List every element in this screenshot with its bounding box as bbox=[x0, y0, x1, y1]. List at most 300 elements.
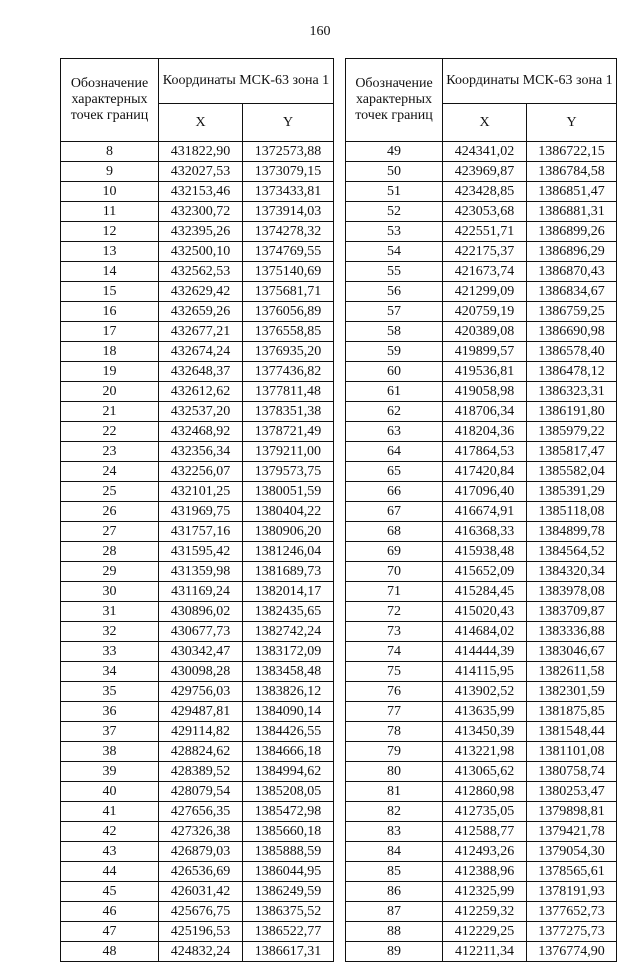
table-row bbox=[346, 702, 617, 722]
y-value: 1379054,30 bbox=[527, 842, 617, 862]
x-value: 421673,74 bbox=[443, 262, 527, 282]
header-x-label: X bbox=[443, 104, 527, 142]
x-value: 432629,42 bbox=[159, 282, 243, 302]
x-value: 432153,46 bbox=[159, 182, 243, 202]
point-number: 15 bbox=[61, 282, 159, 302]
y-value: 1375681,71 bbox=[243, 282, 334, 302]
point-number: 28 bbox=[61, 542, 159, 562]
table-row bbox=[346, 802, 617, 822]
x-value: 432101,25 bbox=[159, 482, 243, 502]
point-number: 55 bbox=[346, 262, 443, 282]
table-row bbox=[346, 222, 617, 242]
x-value: 430896,02 bbox=[159, 602, 243, 622]
point-number: 52 bbox=[346, 202, 443, 222]
table-row bbox=[61, 182, 334, 202]
point-number: 57 bbox=[346, 302, 443, 322]
table-row bbox=[61, 202, 334, 222]
y-value: 1376935,20 bbox=[243, 342, 334, 362]
x-value: 418706,34 bbox=[443, 402, 527, 422]
table-row bbox=[61, 762, 334, 782]
y-value: 1384320,34 bbox=[527, 562, 617, 582]
point-number: 85 bbox=[346, 862, 443, 882]
point-number: 48 bbox=[61, 942, 159, 962]
table-row bbox=[61, 442, 334, 462]
table-row bbox=[346, 142, 617, 162]
table-row bbox=[346, 722, 617, 742]
table-row bbox=[346, 342, 617, 362]
y-value: 1385391,29 bbox=[527, 482, 617, 502]
point-number: 29 bbox=[61, 562, 159, 582]
table-row bbox=[346, 562, 617, 582]
x-value: 412229,25 bbox=[443, 922, 527, 942]
x-value: 432468,92 bbox=[159, 422, 243, 442]
header-y-label: Y bbox=[243, 104, 334, 142]
y-value: 1375140,69 bbox=[243, 262, 334, 282]
x-value: 431169,24 bbox=[159, 582, 243, 602]
x-value: 425676,75 bbox=[159, 902, 243, 922]
point-number: 24 bbox=[61, 462, 159, 482]
table-row bbox=[61, 702, 334, 722]
y-value: 1384426,55 bbox=[243, 722, 334, 742]
coordinates-rows-left bbox=[61, 142, 334, 962]
table-row bbox=[346, 382, 617, 402]
x-value: 419899,57 bbox=[443, 342, 527, 362]
y-value: 1384090,14 bbox=[243, 702, 334, 722]
table-row bbox=[346, 662, 617, 682]
x-value: 427326,38 bbox=[159, 822, 243, 842]
point-number: 71 bbox=[346, 582, 443, 602]
table-row bbox=[61, 782, 334, 802]
y-value: 1380253,47 bbox=[527, 782, 617, 802]
point-number: 34 bbox=[61, 662, 159, 682]
y-value: 1384994,62 bbox=[243, 762, 334, 782]
x-value: 415284,45 bbox=[443, 582, 527, 602]
y-value: 1386690,98 bbox=[527, 322, 617, 342]
y-value: 1385472,98 bbox=[243, 802, 334, 822]
y-value: 1386834,67 bbox=[527, 282, 617, 302]
x-value: 431822,90 bbox=[159, 142, 243, 162]
x-value: 432677,21 bbox=[159, 322, 243, 342]
x-value: 421299,09 bbox=[443, 282, 527, 302]
y-value: 1378565,61 bbox=[527, 862, 617, 882]
y-value: 1386522,77 bbox=[243, 922, 334, 942]
table-row bbox=[61, 662, 334, 682]
point-number: 21 bbox=[61, 402, 159, 422]
point-number: 37 bbox=[61, 722, 159, 742]
y-value: 1378351,38 bbox=[243, 402, 334, 422]
table-row bbox=[61, 162, 334, 182]
point-number: 50 bbox=[346, 162, 443, 182]
y-value: 1373914,03 bbox=[243, 202, 334, 222]
point-number: 16 bbox=[61, 302, 159, 322]
point-number: 72 bbox=[346, 602, 443, 622]
point-number: 76 bbox=[346, 682, 443, 702]
table-row bbox=[346, 642, 617, 662]
page-number: 160 bbox=[309, 24, 331, 39]
y-value: 1386191,80 bbox=[527, 402, 617, 422]
point-number: 53 bbox=[346, 222, 443, 242]
coordinates-table-right bbox=[345, 58, 617, 962]
point-number: 23 bbox=[61, 442, 159, 462]
point-number: 51 bbox=[346, 182, 443, 202]
x-value: 429756,03 bbox=[159, 682, 243, 702]
point-number: 39 bbox=[61, 762, 159, 782]
point-number: 25 bbox=[61, 482, 159, 502]
point-number: 83 bbox=[346, 822, 443, 842]
point-number: 43 bbox=[61, 842, 159, 862]
point-number: 58 bbox=[346, 322, 443, 342]
point-number: 33 bbox=[61, 642, 159, 662]
point-number: 9 bbox=[61, 162, 159, 182]
x-value: 426879,03 bbox=[159, 842, 243, 862]
y-value: 1386722,15 bbox=[527, 142, 617, 162]
y-value: 1386759,25 bbox=[527, 302, 617, 322]
header-x-label: X bbox=[159, 104, 243, 142]
table-row bbox=[61, 682, 334, 702]
x-value: 431359,98 bbox=[159, 562, 243, 582]
point-number: 19 bbox=[61, 362, 159, 382]
y-value: 1382014,17 bbox=[243, 582, 334, 602]
table-row bbox=[61, 422, 334, 442]
point-number: 20 bbox=[61, 382, 159, 402]
y-value: 1373433,81 bbox=[243, 182, 334, 202]
point-number: 64 bbox=[346, 442, 443, 462]
point-number: 30 bbox=[61, 582, 159, 602]
point-number: 78 bbox=[346, 722, 443, 742]
point-number: 18 bbox=[61, 342, 159, 362]
y-value: 1380051,59 bbox=[243, 482, 334, 502]
x-value: 428079,54 bbox=[159, 782, 243, 802]
table-row bbox=[61, 902, 334, 922]
x-value: 431757,16 bbox=[159, 522, 243, 542]
y-value: 1381101,08 bbox=[527, 742, 617, 762]
x-value: 430677,73 bbox=[159, 622, 243, 642]
table-row bbox=[346, 362, 617, 382]
x-value: 414115,95 bbox=[443, 662, 527, 682]
table-row bbox=[61, 822, 334, 842]
x-value: 417096,40 bbox=[443, 482, 527, 502]
point-number: 49 bbox=[346, 142, 443, 162]
table-row bbox=[346, 162, 617, 182]
table-row bbox=[61, 482, 334, 502]
table-row bbox=[346, 302, 617, 322]
y-value: 1383826,12 bbox=[243, 682, 334, 702]
point-number: 17 bbox=[61, 322, 159, 342]
x-value: 426031,42 bbox=[159, 882, 243, 902]
x-value: 432395,26 bbox=[159, 222, 243, 242]
table-row bbox=[61, 322, 334, 342]
table-row bbox=[346, 322, 617, 342]
x-value: 420389,08 bbox=[443, 322, 527, 342]
table-row bbox=[346, 242, 617, 262]
y-value: 1382611,58 bbox=[527, 662, 617, 682]
y-value: 1386323,31 bbox=[527, 382, 617, 402]
point-number: 26 bbox=[61, 502, 159, 522]
table-row bbox=[346, 942, 617, 962]
x-value: 417420,84 bbox=[443, 462, 527, 482]
x-value: 413902,52 bbox=[443, 682, 527, 702]
table-row bbox=[61, 842, 334, 862]
x-value: 416674,91 bbox=[443, 502, 527, 522]
point-number: 60 bbox=[346, 362, 443, 382]
y-value: 1383709,87 bbox=[527, 602, 617, 622]
point-number: 22 bbox=[61, 422, 159, 442]
x-value: 415020,43 bbox=[443, 602, 527, 622]
table-row bbox=[346, 582, 617, 602]
x-value: 432500,10 bbox=[159, 242, 243, 262]
point-number: 89 bbox=[346, 942, 443, 962]
table-row bbox=[346, 482, 617, 502]
point-number: 8 bbox=[61, 142, 159, 162]
y-value: 1383046,67 bbox=[527, 642, 617, 662]
table-row bbox=[346, 542, 617, 562]
y-value: 1384899,78 bbox=[527, 522, 617, 542]
x-value: 432537,20 bbox=[159, 402, 243, 422]
x-value: 425196,53 bbox=[159, 922, 243, 942]
table-row bbox=[346, 822, 617, 842]
x-value: 412493,26 bbox=[443, 842, 527, 862]
table-row bbox=[346, 182, 617, 202]
y-value: 1372573,88 bbox=[243, 142, 334, 162]
y-value: 1386617,31 bbox=[243, 942, 334, 962]
table-row bbox=[61, 582, 334, 602]
table-row bbox=[346, 922, 617, 942]
table-row bbox=[61, 882, 334, 902]
y-value: 1386249,59 bbox=[243, 882, 334, 902]
table-row bbox=[61, 402, 334, 422]
y-value: 1386044,95 bbox=[243, 862, 334, 882]
x-value: 432648,37 bbox=[159, 362, 243, 382]
y-value: 1381548,44 bbox=[527, 722, 617, 742]
table-row bbox=[61, 622, 334, 642]
y-value: 1386870,43 bbox=[527, 262, 617, 282]
header-coords-label: Координаты МСК-63 зона 1 bbox=[159, 59, 334, 104]
table-row bbox=[346, 282, 617, 302]
table-row bbox=[61, 542, 334, 562]
point-number: 46 bbox=[61, 902, 159, 922]
table-row bbox=[346, 602, 617, 622]
table-row bbox=[346, 742, 617, 762]
x-value: 412388,96 bbox=[443, 862, 527, 882]
y-value: 1382301,59 bbox=[527, 682, 617, 702]
table-row bbox=[346, 762, 617, 782]
table-row bbox=[346, 902, 617, 922]
x-value: 422175,37 bbox=[443, 242, 527, 262]
y-value: 1377652,73 bbox=[527, 902, 617, 922]
x-value: 418204,36 bbox=[443, 422, 527, 442]
table-row bbox=[346, 682, 617, 702]
x-value: 419536,81 bbox=[443, 362, 527, 382]
table-row bbox=[61, 562, 334, 582]
point-number: 65 bbox=[346, 462, 443, 482]
y-value: 1386784,58 bbox=[527, 162, 617, 182]
header-point-label: Обозначение характерных точек границ bbox=[61, 59, 159, 142]
table-row bbox=[346, 622, 617, 642]
point-number: 74 bbox=[346, 642, 443, 662]
x-value: 412325,99 bbox=[443, 882, 527, 902]
y-value: 1381246,04 bbox=[243, 542, 334, 562]
point-number: 12 bbox=[61, 222, 159, 242]
x-value: 432659,26 bbox=[159, 302, 243, 322]
table-row bbox=[61, 522, 334, 542]
point-number: 10 bbox=[61, 182, 159, 202]
y-value: 1384564,52 bbox=[527, 542, 617, 562]
x-value: 432256,07 bbox=[159, 462, 243, 482]
table-row bbox=[61, 502, 334, 522]
y-value: 1385888,59 bbox=[243, 842, 334, 862]
x-value: 414444,39 bbox=[443, 642, 527, 662]
point-number: 32 bbox=[61, 622, 159, 642]
x-value: 426536,69 bbox=[159, 862, 243, 882]
point-number: 11 bbox=[61, 202, 159, 222]
x-value: 430098,28 bbox=[159, 662, 243, 682]
y-value: 1381875,85 bbox=[527, 702, 617, 722]
table-row bbox=[346, 422, 617, 442]
y-value: 1373079,15 bbox=[243, 162, 334, 182]
x-value: 432612,62 bbox=[159, 382, 243, 402]
point-number: 70 bbox=[346, 562, 443, 582]
table-row bbox=[346, 782, 617, 802]
y-value: 1383458,48 bbox=[243, 662, 334, 682]
point-number: 75 bbox=[346, 662, 443, 682]
table-row bbox=[61, 722, 334, 742]
y-value: 1379211,00 bbox=[243, 442, 334, 462]
table-row bbox=[346, 202, 617, 222]
x-value: 432027,53 bbox=[159, 162, 243, 182]
point-number: 35 bbox=[61, 682, 159, 702]
x-value: 415938,48 bbox=[443, 542, 527, 562]
point-number: 40 bbox=[61, 782, 159, 802]
table-row bbox=[61, 462, 334, 482]
y-value: 1381689,73 bbox=[243, 562, 334, 582]
point-number: 80 bbox=[346, 762, 443, 782]
point-number: 67 bbox=[346, 502, 443, 522]
table-row bbox=[346, 842, 617, 862]
point-number: 61 bbox=[346, 382, 443, 402]
y-value: 1376774,90 bbox=[527, 942, 617, 962]
table-row bbox=[61, 942, 334, 962]
table-row bbox=[61, 642, 334, 662]
y-value: 1377811,48 bbox=[243, 382, 334, 402]
point-number: 87 bbox=[346, 902, 443, 922]
table-row bbox=[61, 302, 334, 322]
x-value: 412860,98 bbox=[443, 782, 527, 802]
y-value: 1386881,31 bbox=[527, 202, 617, 222]
x-value: 432674,24 bbox=[159, 342, 243, 362]
table-row bbox=[61, 862, 334, 882]
point-number: 79 bbox=[346, 742, 443, 762]
x-value: 412259,32 bbox=[443, 902, 527, 922]
y-value: 1386375,52 bbox=[243, 902, 334, 922]
y-value: 1382435,65 bbox=[243, 602, 334, 622]
table-row bbox=[346, 502, 617, 522]
x-value: 428824,62 bbox=[159, 742, 243, 762]
y-value: 1385660,18 bbox=[243, 822, 334, 842]
x-value: 412735,05 bbox=[443, 802, 527, 822]
table-row bbox=[61, 222, 334, 242]
point-number: 69 bbox=[346, 542, 443, 562]
point-number: 45 bbox=[61, 882, 159, 902]
y-value: 1378191,93 bbox=[527, 882, 617, 902]
y-value: 1376056,89 bbox=[243, 302, 334, 322]
x-value: 431595,42 bbox=[159, 542, 243, 562]
x-value: 415652,09 bbox=[443, 562, 527, 582]
table-row bbox=[61, 342, 334, 362]
x-value: 413450,39 bbox=[443, 722, 527, 742]
y-value: 1383172,09 bbox=[243, 642, 334, 662]
table-row bbox=[61, 922, 334, 942]
point-number: 54 bbox=[346, 242, 443, 262]
y-value: 1378721,49 bbox=[243, 422, 334, 442]
x-value: 417864,53 bbox=[443, 442, 527, 462]
y-value: 1386896,29 bbox=[527, 242, 617, 262]
y-value: 1386899,26 bbox=[527, 222, 617, 242]
table-row bbox=[61, 282, 334, 302]
x-value: 424341,02 bbox=[443, 142, 527, 162]
y-value: 1384666,18 bbox=[243, 742, 334, 762]
point-number: 41 bbox=[61, 802, 159, 822]
point-number: 59 bbox=[346, 342, 443, 362]
x-value: 424832,24 bbox=[159, 942, 243, 962]
y-value: 1374769,55 bbox=[243, 242, 334, 262]
point-number: 27 bbox=[61, 522, 159, 542]
point-number: 86 bbox=[346, 882, 443, 902]
y-value: 1386851,47 bbox=[527, 182, 617, 202]
x-value: 413065,62 bbox=[443, 762, 527, 782]
table-row bbox=[61, 382, 334, 402]
table-row bbox=[61, 802, 334, 822]
table-row bbox=[61, 742, 334, 762]
y-value: 1386578,40 bbox=[527, 342, 617, 362]
point-number: 77 bbox=[346, 702, 443, 722]
x-value: 431969,75 bbox=[159, 502, 243, 522]
point-number: 38 bbox=[61, 742, 159, 762]
y-value: 1374278,32 bbox=[243, 222, 334, 242]
point-number: 14 bbox=[61, 262, 159, 282]
x-value: 420759,19 bbox=[443, 302, 527, 322]
coordinates-rows-right bbox=[346, 142, 617, 962]
table-row bbox=[346, 462, 617, 482]
header-coords-label: Координаты МСК-63 зона 1 bbox=[443, 59, 617, 104]
x-value: 430342,47 bbox=[159, 642, 243, 662]
point-number: 88 bbox=[346, 922, 443, 942]
y-value: 1380906,20 bbox=[243, 522, 334, 542]
x-value: 432562,53 bbox=[159, 262, 243, 282]
y-value: 1385208,05 bbox=[243, 782, 334, 802]
x-value: 428389,52 bbox=[159, 762, 243, 782]
y-value: 1385582,04 bbox=[527, 462, 617, 482]
y-value: 1385979,22 bbox=[527, 422, 617, 442]
x-value: 414684,02 bbox=[443, 622, 527, 642]
x-value: 429114,82 bbox=[159, 722, 243, 742]
header-y-label: Y bbox=[527, 104, 617, 142]
point-number: 73 bbox=[346, 622, 443, 642]
table-row bbox=[61, 602, 334, 622]
x-value: 416368,33 bbox=[443, 522, 527, 542]
point-number: 68 bbox=[346, 522, 443, 542]
y-value: 1379421,78 bbox=[527, 822, 617, 842]
x-value: 429487,81 bbox=[159, 702, 243, 722]
point-number: 56 bbox=[346, 282, 443, 302]
table-row bbox=[346, 522, 617, 542]
x-value: 422551,71 bbox=[443, 222, 527, 242]
point-number: 42 bbox=[61, 822, 159, 842]
point-number: 82 bbox=[346, 802, 443, 822]
x-value: 423969,87 bbox=[443, 162, 527, 182]
y-value: 1377436,82 bbox=[243, 362, 334, 382]
table-row bbox=[346, 882, 617, 902]
table-row bbox=[346, 862, 617, 882]
